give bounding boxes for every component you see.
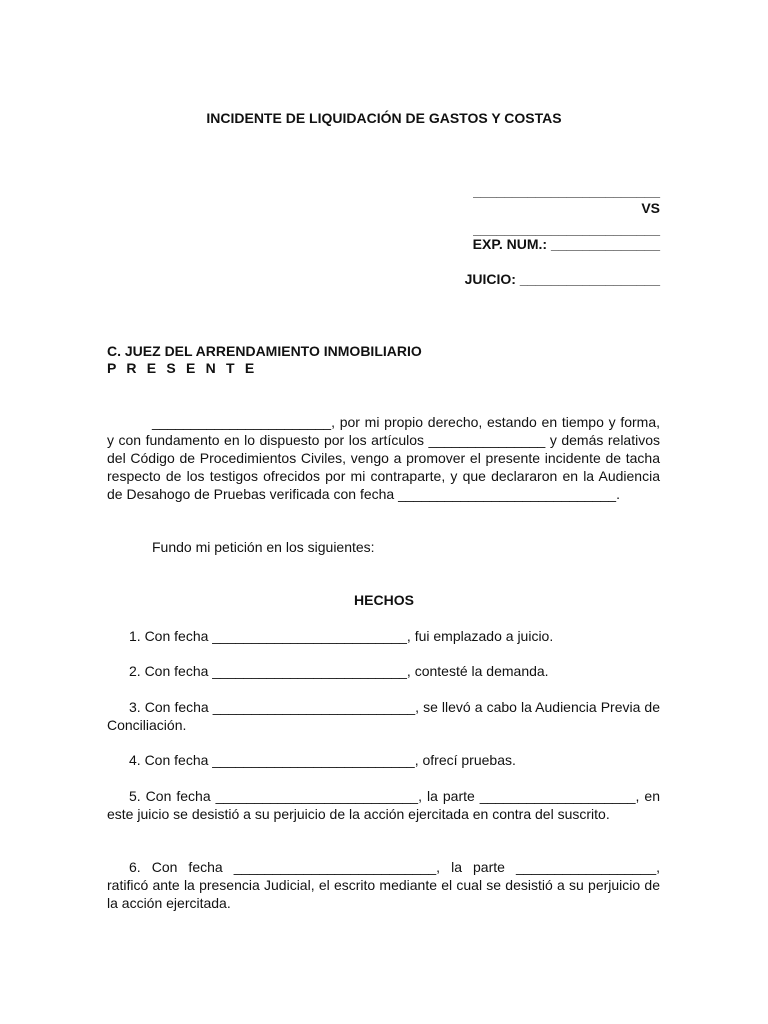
fact-item-3: 3. Con fecha __________________________, se llevó a cabo la Audiencia Previa de Conciliación. <box>107 699 660 733</box>
caption-juicio: JUICIO: __________________ <box>464 271 660 287</box>
fact-item-4: 4. Con fecha __________________________, ofrecí pruebas. <box>129 752 516 768</box>
intro-paragraph: _______________________, por mi propio derecho, estando en tiempo y forma, y con fundamento en lo dispuesto por los artículos _______________ y demás relativos del Código de Procedimientos Civiles, vengo a promover el presente incidente de tacha respecto de los testigos ofrecidos por mi contraparte, y que declararon en la Audiencia de Desahogo de Pruebas verificada con fecha ____________________________. <box>107 414 660 502</box>
addressee-judge: C. JUEZ DEL ARRENDAMIENTO INMOBILIARIO <box>107 343 422 359</box>
caption-versus: VS <box>641 200 660 216</box>
section-heading-hechos: HECHOS <box>354 592 414 608</box>
document-title: INCIDENTE DE LIQUIDACIÓN DE GASTOS Y COSTAS <box>206 110 562 126</box>
basis-line: Fundo mi petición en los siguientes: <box>152 539 375 555</box>
fact-item-2: 2. Con fecha _________________________, contesté la demanda. <box>129 663 549 679</box>
caption-party-line-1: ________________________ <box>473 183 660 199</box>
fact-item-1: 1. Con fecha _________________________, fui emplazado a juicio. <box>129 628 554 644</box>
caption-party-line-2: ________________________ <box>473 221 660 237</box>
fact-item-5: 5. Con fecha __________________________, la parte ____________________, en este juicio se desistió a su perjuicio de la acción ejercitada en contra del suscrito. <box>107 788 660 822</box>
addressee-presente: P R E S E N T E <box>107 360 258 376</box>
fact-item-6: 6. Con fecha __________________________, la parte __________________, ratificó ante la presencia Judicial, el escrito mediante el cual se desistió a su perjuicio de la acción ejercitada. <box>107 859 660 911</box>
caption-expediente: EXP. NUM.: ______________ <box>472 236 660 252</box>
